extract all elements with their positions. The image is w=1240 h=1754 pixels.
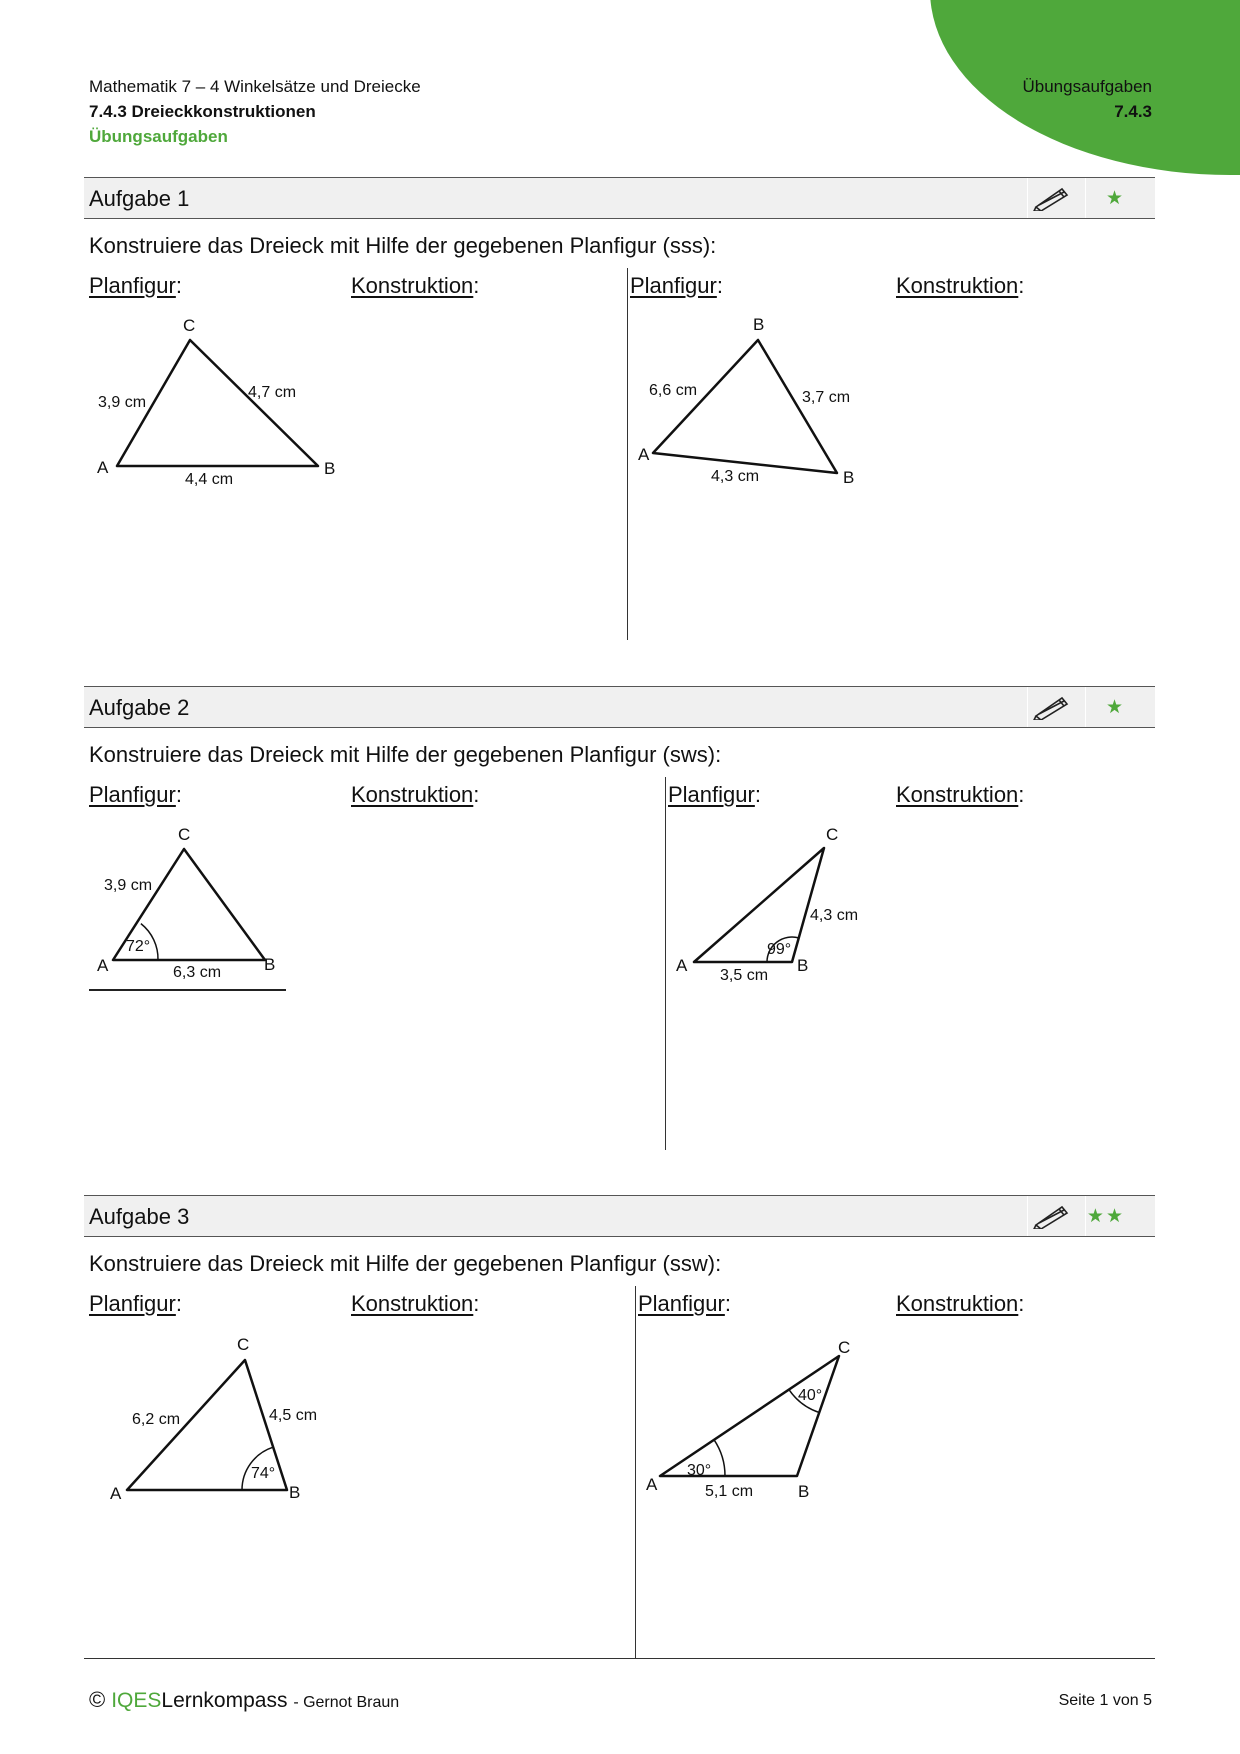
angle-label: 40° (798, 1387, 823, 1404)
side-label: 6,6 cm (649, 382, 698, 399)
vertex-label: C (838, 1338, 851, 1357)
vertex-label: C (826, 825, 839, 844)
angle-arc-3b-A (714, 1440, 725, 1476)
konstruktion-label: Konstruktion: (351, 273, 480, 298)
side-label: 3,5 cm (720, 967, 769, 984)
task-1-title: Aufgabe 1 (89, 186, 190, 211)
page-number: Seite 1 von 5 (1058, 1692, 1152, 1709)
header-right-type: Übungsaufgaben (1022, 77, 1152, 96)
vertex-label: A (676, 956, 688, 975)
side-label: 3,9 cm (104, 877, 153, 894)
side-label: 4,7 cm (248, 384, 297, 401)
planfigur-label: Planfigur: (668, 782, 761, 807)
vertex-label: B (289, 1483, 301, 1502)
side-label: 4,5 cm (269, 1407, 318, 1424)
konstruktion-label: Konstruktion: (896, 1291, 1025, 1316)
difficulty-stars: ★ (1105, 697, 1125, 718)
vertex-label: B (753, 315, 765, 334)
triangle-2b (694, 848, 824, 962)
vertex-label: A (646, 1475, 658, 1494)
planfigur-label: Planfigur: (89, 1291, 182, 1316)
header-section: Übungsaufgaben (89, 127, 228, 146)
angle-label: 74° (251, 1465, 276, 1482)
triangle-1b (653, 340, 837, 473)
triangle-1a (117, 340, 318, 466)
difficulty-stars: ★★ (1086, 1206, 1125, 1227)
side-label: 4,3 cm (711, 468, 760, 485)
header-chapter: 7.4.3 Dreieckkonstruktionen (89, 102, 316, 121)
header-subject: Mathematik 7 – 4 Winkelsätze und Dreiecke (89, 77, 421, 96)
footer-author: - Gernot Braun (293, 1694, 400, 1711)
task-2-title: Aufgabe 2 (89, 695, 190, 720)
vertex-label: A (97, 458, 109, 477)
difficulty-stars: ★ (1105, 188, 1125, 209)
konstruktion-label: Konstruktion: (896, 273, 1025, 298)
vertex-label: A (110, 1484, 122, 1503)
planfigur-label: Planfigur: (89, 273, 182, 298)
task-2-instruction: Konstruiere das Dreieck mit Hilfe der gegebenen Planfigur (sws): (89, 742, 722, 767)
side-label: 6,2 cm (132, 1411, 181, 1428)
angle-label: 30° (687, 1462, 712, 1479)
side-label: 4,3 cm (810, 907, 859, 924)
side-label: 6,3 cm (173, 964, 222, 981)
vertex-label: B (324, 459, 336, 478)
triangle-3b (660, 1356, 839, 1476)
brand-lernkompass: Lernkompass (161, 1689, 288, 1712)
vertex-label: B (843, 468, 855, 487)
side-label: 3,7 cm (802, 389, 851, 406)
konstruktion-label: Konstruktion: (351, 1291, 480, 1316)
planfigur-label: Planfigur: (638, 1291, 731, 1316)
vertex-label: B (797, 956, 809, 975)
planfigur-label: Planfigur: (89, 782, 182, 807)
copyright-symbol: © (89, 1687, 106, 1712)
angle-label: 99° (767, 941, 792, 958)
vertex-label: A (638, 445, 650, 464)
vertex-label: A (97, 956, 109, 975)
task-3-title: Aufgabe 3 (89, 1204, 190, 1229)
vertex-label: B (798, 1482, 810, 1501)
angle-label: 72° (126, 938, 151, 955)
header-right-number: 7.4.3 (1114, 102, 1152, 121)
vertex-label: B (264, 955, 276, 974)
vertex-label: C (237, 1335, 250, 1354)
footer-divider (84, 1658, 1155, 1659)
task-3-instruction: Konstruiere das Dreieck mit Hilfe der gegebenen Planfigur (ssw): (89, 1251, 722, 1276)
konstruktion-label: Konstruktion: (896, 782, 1025, 807)
konstruktion-label: Konstruktion: (351, 782, 480, 807)
planfigur-label: Planfigur: (630, 273, 723, 298)
vertex-label: C (183, 316, 196, 335)
task-1-instruction: Konstruiere das Dreieck mit Hilfe der gegebenen Planfigur (sss): (89, 233, 717, 258)
brand-iqes: IQES (111, 1689, 162, 1712)
side-label: 5,1 cm (705, 1483, 754, 1500)
side-label: 4,4 cm (185, 471, 234, 488)
vertex-label: C (178, 825, 191, 844)
footer-brand (89, 1687, 399, 1713)
side-label: 3,9 cm (98, 394, 147, 411)
